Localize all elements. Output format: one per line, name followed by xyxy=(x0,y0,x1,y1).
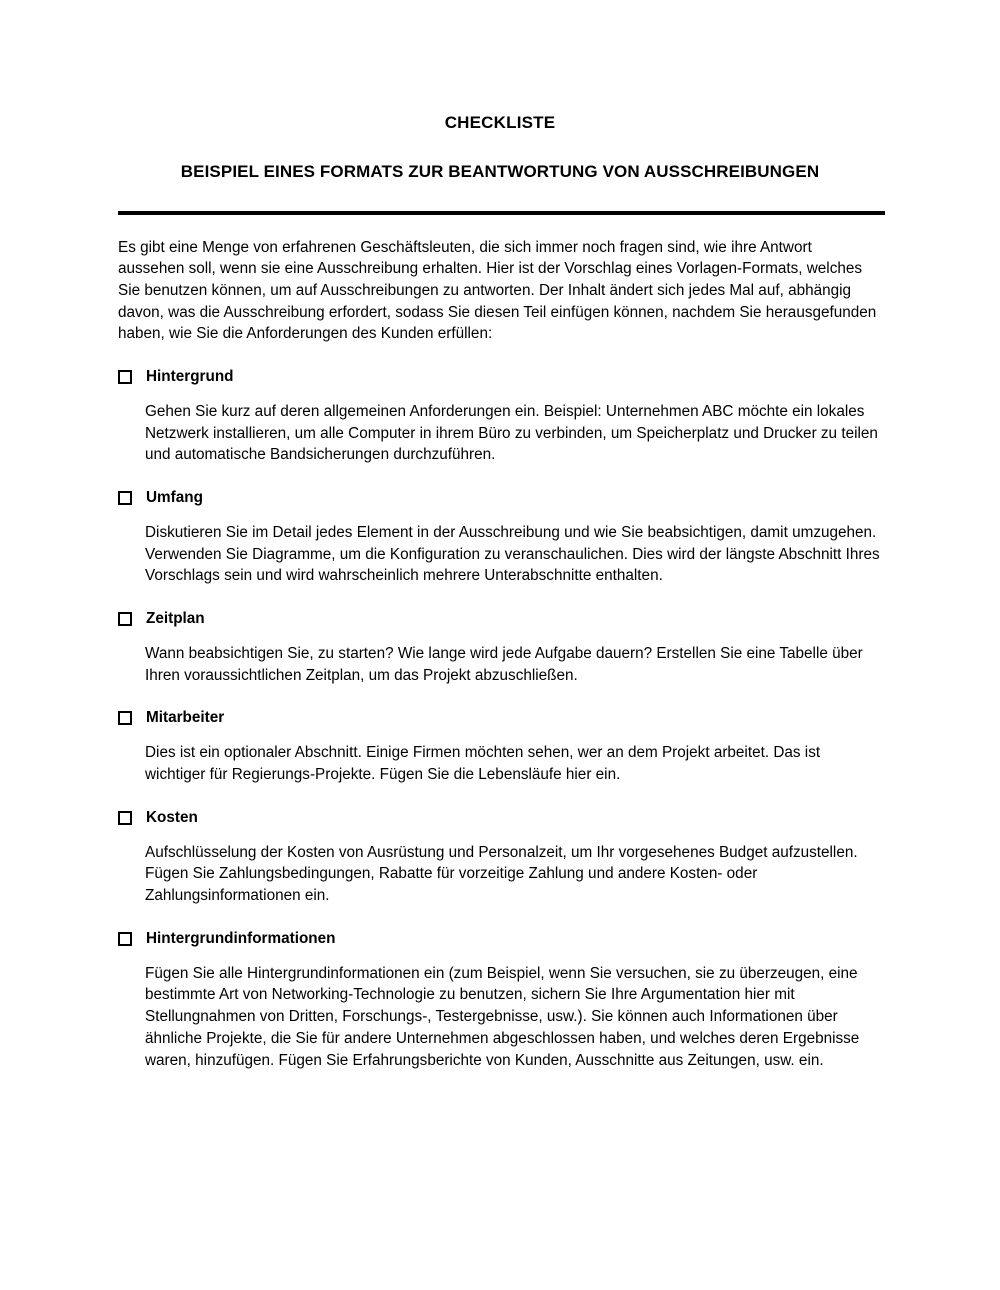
checkbox-empty-icon[interactable] xyxy=(118,811,132,825)
section-header xyxy=(118,708,882,728)
checklist-section-hintergrundinformationen xyxy=(118,929,882,1071)
section-header xyxy=(118,929,882,949)
checkbox-empty-icon[interactable] xyxy=(118,711,132,725)
checklist-section-zeitplan xyxy=(118,609,882,686)
section-body: Gehen Sie kurz auf deren allgemeinen Anforderungen ein. Beispiel: Unternehmen ABC möchte ein lokales Netzwerk installieren, um alle Computer in ihrem Büro zu verbinden, um Speicherplatz und Drucker zu teilen und automatische Bandsicherungen durchzuführen. xyxy=(145,402,878,464)
section-header xyxy=(118,808,882,828)
checkbox-empty-icon[interactable] xyxy=(118,612,132,626)
checkbox-empty-icon[interactable] xyxy=(118,932,132,946)
checklist-section-kosten xyxy=(118,808,882,907)
checkbox-empty-icon[interactable] xyxy=(118,491,132,505)
section-body: Aufschlüsselung der Kosten von Ausrüstung und Personalzeit, um Ihr vorgesehenes Budget aufzustellen. Fügen Sie Zahlungsbedingungen, Rabatte für vorzeitige Zahlung und andere Kosten- oder Zahlungsinformationen ein. xyxy=(145,843,858,905)
intro-paragraph: Es gibt eine Menge von erfahrenen Geschäftsleuten, die sich immer noch fragen sind, wie ihre Antwort aussehen soll, wenn sie eine Ausschreibung erhalten. Hier ist der Vorschlag eines Vorlagen-Formats, welches Sie benutzen können, um auf Ausschreibungen zu antworten. Der Inhalt ändert sich jedes Mal auf, abhängig davon, was die Ausschreibung erfordert, sodass Sie diesen Teil einfügen können, nachdem Sie herausgefunden haben, wie Sie die Anforderungen des Kunden erfüllen: xyxy=(118,238,877,343)
section-title: Umfang xyxy=(146,489,203,507)
checkbox-empty-icon[interactable] xyxy=(118,370,132,384)
section-header xyxy=(118,488,882,508)
section-header xyxy=(118,609,882,629)
checklist-section-hintergrund xyxy=(118,367,882,466)
section-body: Dies ist ein optionaler Abschnitt. Einige Firmen möchten sehen, wer an dem Projekt arbeitet. Das ist wichtiger für Regierungs-Projekte. Fügen Sie die Lebensläufe hier ein. xyxy=(145,744,821,784)
section-body: Fügen Sie alle Hintergrundinformationen ein (zum Beispiel, wenn Sie versuchen, sie zu überzeugen, eine bestimmte Art von Networking-Technologie zu benutzen, sichern Sie Ihre Argumentation hier mit Stellungnahmen von Dritten, Forschungs-, Testergebnisse, usw.). Sie können auch Informationen über ähnliche Projekte, die Sie für andere Unternehmen abgeschlossen haben, und welches deren Ergebnisse waren, hinzufügen. Fügen Sie Erfahrungsberichte von Kunden, Ausschnitte aus Zeitungen, usw. ein. xyxy=(145,964,860,1069)
section-header xyxy=(118,367,882,387)
section-title: Zeitplan xyxy=(146,610,205,628)
checklist-section-mitarbeiter xyxy=(118,708,882,785)
section-body: Diskutieren Sie im Detail jedes Element in der Ausschreibung und wie Sie beabsichtigen, damit umzugehen. Verwenden Sie Diagramme, um die Konfiguration zu veranschaulichen. Dies wird der längste Abschnitt Ihres Vorschlags sein und wird wahrscheinlich mehrere Unterabschnitte enthalten. xyxy=(145,524,880,585)
section-body: Wann beabsichtigen Sie, zu starten? Wie lange wird jede Aufgabe dauern? Erstellen Sie eine Tabelle über Ihren voraussichtlichen Zeitplan, um das Projekt abzuschließen. xyxy=(145,645,863,684)
page-title: CHECKLISTE xyxy=(444,113,556,132)
section-title: Hintergrund xyxy=(146,368,234,386)
section-title: Kosten xyxy=(146,808,198,826)
page-subtitle: BEISPIEL EINES FORMATS ZUR BEANTWORTUNG VON AUSSCHREIBUNGEN xyxy=(180,162,820,182)
checklist-section-umfang xyxy=(118,488,882,587)
section-title: Mitarbeiter xyxy=(146,709,225,727)
section-title: Hintergrundinformationen xyxy=(146,929,336,947)
